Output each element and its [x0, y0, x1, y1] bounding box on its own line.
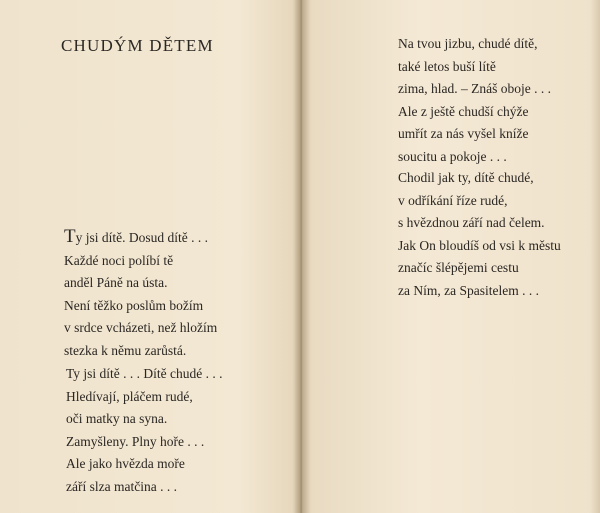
right-page — [300, 0, 600, 513]
poem-line-text: y jsi dítě. Dosud dítě . . . — [75, 230, 208, 245]
poem-line: s hvězdnou září nad čelem. — [398, 215, 545, 230]
poem-line: stezka k němu zarůstá. — [64, 342, 187, 358]
poem-line: anděl Páně na ústa. — [64, 275, 168, 290]
poem-line: Jak On bloudíš od vsi k městu — [398, 237, 561, 253]
poem-line: Hledívají, pláčem rudé, — [66, 388, 193, 404]
poem-line: zima, hlad. – Znáš oboje . . . — [398, 81, 551, 96]
stanza-1 — [64, 227, 217, 362]
poem-line: Každé noci políbí tě — [64, 252, 174, 268]
poem-line: září slza matčina . . . — [66, 478, 177, 494]
poem-line: v srdce vcházeti, než hložím — [64, 320, 218, 335]
book-gutter — [292, 0, 310, 513]
poem-line: soucitu a pokoje . . . — [398, 148, 507, 164]
poem-line: za Ním, za Spasitelem . . . — [398, 282, 539, 298]
page-edge-shadow — [590, 0, 600, 513]
stanza-2 — [66, 363, 223, 498]
poem-line: Chodil jak ty, dítě chudé, — [398, 170, 534, 185]
poem-line: Na tvou jizbu, chudé dítě, — [398, 36, 538, 51]
stanza-4 — [398, 167, 561, 302]
poem-line: Ty jsi dítě . . . Dítě chudé . . . — [66, 366, 223, 381]
poem-line — [64, 227, 217, 250]
poem-title: CHUDÝM DĚTEM — [61, 36, 214, 55]
poem-line: také letos buší lítě — [398, 58, 496, 74]
poem-line: umřít za nás vyšel kníže — [398, 126, 529, 141]
poem-line: v odříkání říze rudé, — [398, 192, 508, 208]
poem-line: značíc šlépějemi cestu — [398, 260, 519, 275]
drop-cap: T — [64, 226, 76, 247]
poem-line: Ale jako hvězda moře — [66, 456, 185, 471]
poem-line: Zamyšleny. Plny hoře . . . — [66, 433, 205, 449]
poem-line: Ale z ještě chudší chýže — [398, 103, 529, 119]
stanza-3 — [398, 33, 551, 168]
poem-line: Není těžko poslům božím — [64, 297, 204, 313]
poem-line: oči matky na syna. — [66, 411, 168, 426]
